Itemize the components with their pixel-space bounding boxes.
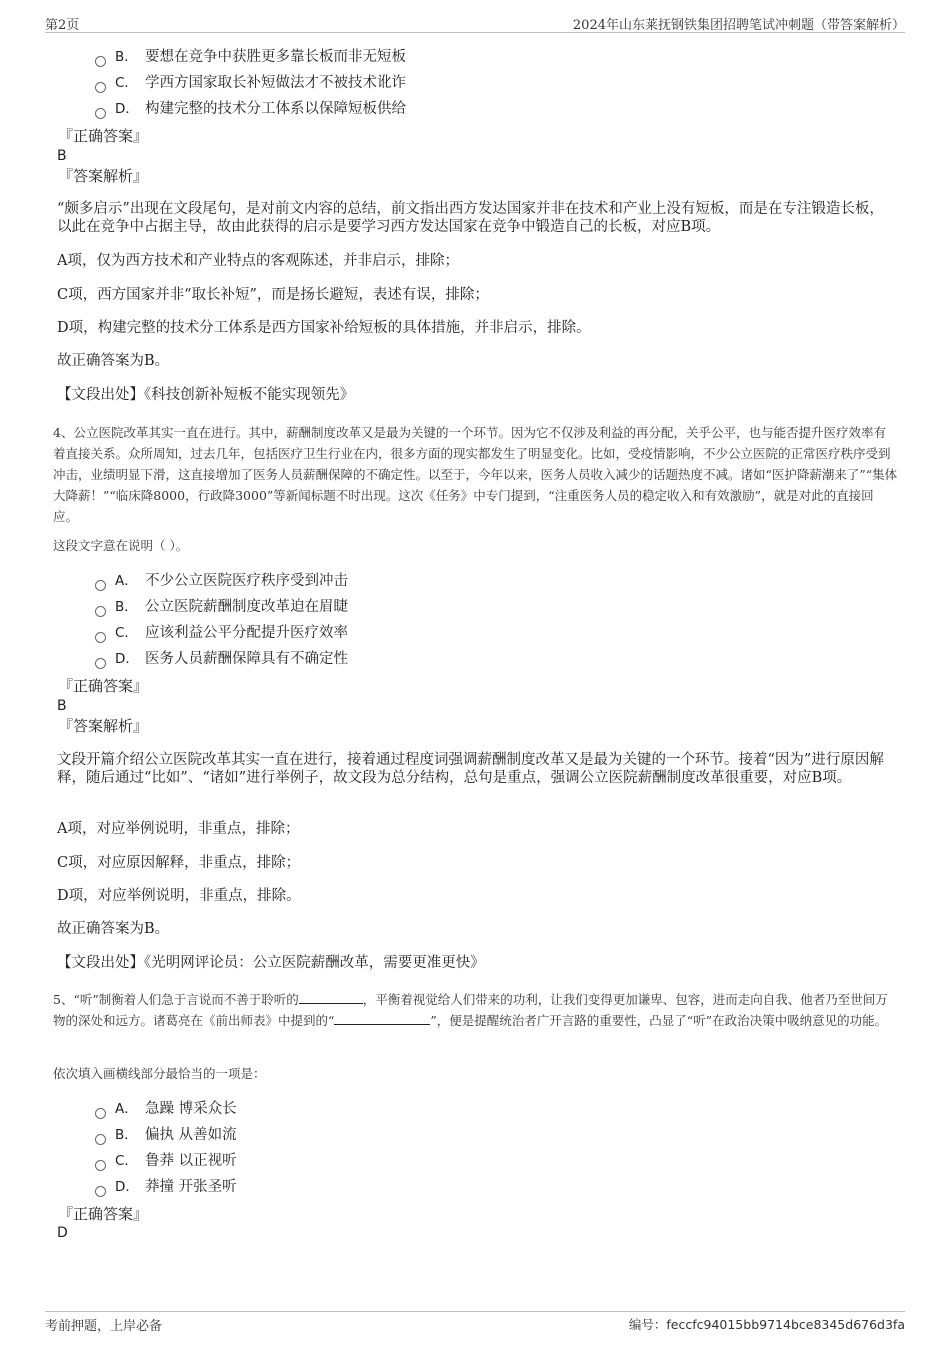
q4-answer: B (57, 698, 67, 714)
q3-conclusion: 故正确答案为B。 (57, 353, 170, 369)
q4-analysis-d: D项，对应举例说明，非重点，排除。 (57, 888, 301, 904)
radio-icon[interactable] (95, 606, 106, 617)
q4-option-a[interactable]: A． 不少公立医院医疗秩序受到冲击 (95, 571, 348, 591)
radio-icon[interactable] (95, 580, 106, 591)
q3-option-b[interactable]: B． 要想在竞争中获胜更多靠长板而非无短板 (95, 47, 406, 67)
q3-analysis-label: 『答案解析』 (58, 167, 149, 185)
q3-source: 【文段出处】《科技创新补短板不能实现领先》 (57, 387, 355, 403)
radio-icon[interactable] (95, 1186, 106, 1197)
q3-analysis-d: D项，构建完整的技术分工体系是西方国家补给短板的具体措施，并非启示，排除。 (57, 320, 591, 336)
q5-question: 依次填入画横线部分最恰当的一项是： (53, 1066, 266, 1081)
document-title: 2024年山东莱抚钢铁集团招聘笔试冲刺题（带答案解析） (572, 18, 905, 33)
radio-icon[interactable] (95, 632, 106, 643)
q4-analysis-main: 文段开篇介绍公立医院改革其实一直在进行，接着通过程度词强调薪酬制度改革又是最为关键的一个环节。接着“因为”进行原因解释，随后通过“比如”、“诸如”进行举例子，故文段为总分结构，总句是重点，强调公立医院薪酬制度改革很重要，对应B项。 (57, 752, 884, 786)
radio-icon[interactable] (95, 658, 106, 669)
q5-option-a[interactable]: A． 急躁 博采众长 (95, 1099, 237, 1119)
q3-correct-label: 『正确答案』 (58, 127, 149, 145)
page-footer (45, 1311, 905, 1334)
q4-analysis-a: A项，对应举例说明，非重点，排除； (57, 821, 300, 837)
radio-icon[interactable] (95, 1108, 106, 1119)
q3-analysis-c: C项，西方国家并非“取长补短”，而是扬长避短，表述有误，排除； (57, 287, 489, 303)
q3-analysis-a: A项，仅为西方技术和产业特点的客观陈述，并非启示，排除； (57, 253, 459, 269)
q5-stem: 5、“听”制衡着人们急于言说而不善于聆听的 ，平衡着视觉给人们带来的功利，让我们变得更加谦卑、包容，进而走向自我、他者乃至世间万物的深处和远方。诸葛亮在《前出师表》中提到的“ ”，便是提醒统治者广开言路的重要性，凸显了“听”在政治决策中吸纳意见的功能。 (53, 992, 888, 1028)
page-number: 第2页 (45, 18, 80, 33)
q3-answer: B (57, 148, 67, 164)
q4-option-d[interactable]: D． 医务人员薪酬保障具有不确定性 (95, 649, 348, 669)
q5-option-c[interactable]: C． 鲁莽 以正视听 (95, 1151, 237, 1171)
radio-icon[interactable] (95, 1134, 106, 1145)
q4-correct-label: 『正确答案』 (58, 677, 149, 695)
footer-slogan: 考前押题，上岸必备 (45, 1319, 163, 1334)
q4-conclusion: 故正确答案为B。 (57, 921, 170, 937)
q3-option-c[interactable]: C． 学西方国家取长补短做法才不被技术讹诈 (95, 73, 406, 93)
q4-analysis-c: C项，对应原因解释，非重点，排除； (57, 855, 301, 871)
q4-analysis-label: 『答案解析』 (58, 717, 149, 735)
fill-blank-1[interactable] (299, 990, 363, 1004)
radio-icon[interactable] (95, 108, 106, 119)
q4-option-b[interactable]: B． 公立医院薪酬制度改革迫在眉睫 (95, 597, 348, 617)
q4-source: 【文段出处】《光明网评论员：公立医院薪酬改革，需要更准更快》 (57, 955, 485, 971)
q4-question: 这段文字意在说明（ ）。 (53, 538, 189, 553)
q3-analysis-main: “颇多启示”出现在文段尾句，是对前文内容的总结，前文指出西方发达国家并非在技术和产业上没有短板，而是在专注锻造长板，以此在竞争中占据主导，故由此获得的启示是要学习西方发达国家在竞争中锻造自己的长板，对应B项。 (57, 201, 884, 235)
q4-option-c[interactable]: C． 应该利益公平分配提升医疗效率 (95, 623, 348, 643)
q5-correct-label: 『正确答案』 (58, 1205, 149, 1223)
fill-blank-2[interactable] (334, 1011, 430, 1025)
q5-answer: D (57, 1225, 68, 1241)
q5-option-d[interactable]: D． 莽撞 开张圣听 (95, 1177, 237, 1197)
q4-stem: 4、公立医院改革其实一直在进行。其中，薪酬制度改革又是最为关键的一个环节。因为它不仅涉及利益的再分配，关乎公平，也与能否提升医疗效率有着直接关系。众所周知，过去几年，包括医疗卫生行业在内，很多方面的现实都发生了明显变化。比如，受疫情影响，不少公立医院的正常医疗秩序受到冲击，业绩明显下滑，这直接增加了医务人员薪酬保障的不确定性。以至于，今年以来，医务人员收入减少的话题热度不减。诸如“医护降薪潮来了”“集体大降薪！”“临床降8000，行政降3000”等新闻标题不时出现。这次《任务》中专门提到，“注重医务人员的稳定收入和有效激励”，就是对此的直接回应。 (53, 425, 898, 524)
radio-icon[interactable] (95, 82, 106, 93)
q5-option-b[interactable]: B． 偏执 从善如流 (95, 1125, 237, 1145)
radio-icon[interactable] (95, 56, 106, 67)
document-id: 编号：feccfc94015bb9714bce8345d676d3fa (628, 1317, 905, 1332)
radio-icon[interactable] (95, 1160, 106, 1171)
page-header (45, 14, 905, 33)
q3-option-d[interactable]: D． 构建完整的技术分工体系以保障短板供给 (95, 99, 406, 119)
